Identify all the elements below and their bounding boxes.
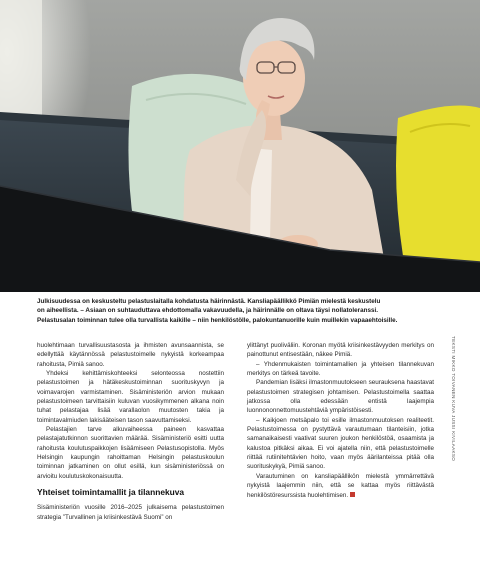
paragraph: huolehtimaan turvallisuustasosta ja ihmisten avunsaannista, se edellyttää käytännössä pelastustoimelle nykyistä korkeampaa rahoitusta, Pimiä sanoo. [37,342,224,368]
caption-line: Pelastusalan toiminnan tulee olla turvallista kaikille – niin henkilöstölle, palokuntanuorille kuin muillekin vapaaehtoisille. [37,316,398,324]
paragraph: Yhdeksi kehittämiskohteeksi selonteossa nostettiin pelastustoimen ja hätäkeskustoiminnan suorituskyvyn ja voimavarojen varmistaminen. Sisäministeriön arvion mukaan pelastustoimeen tarvittaisiin kuluvan vuosikymmenen alkana noin tuhat pelastajaa lisää varallaolon muutosten takia ja toimintavalmiuden lakisääteisen tason saavuttamiseksi. [37,370,224,424]
photo-caption [37,297,423,325]
paragraph: – Yhdenmukaisten toimintamallien ja yhteisen tilannekuvan merkitys on tärkeä tavoite. [247,360,434,378]
section-heading: Yhteiset toimintamallit ja tilannekuva [37,487,185,498]
body-column-right [247,341,434,500]
article-end-mark [350,492,355,497]
photo-credit [449,336,457,466]
paragraph: – Kaikjoen metsäpalo toi esille ilmastonmuutoksen realiteetit. Pelastustoimessa on pystyttävä varautumaan tilanteisiin, jotka samanaikaisesti vaativat suuren joukon henkilöstöä, osaamista ja kalustoa pitkäksi aikaa. Ei voi ajatella niin, että pelastustoimelle riittää rutiinitehtävien hoito, vaan myös äärilanteissa pitää olla suorituskykyä, Pimiä sanoo. [247,416,434,471]
paragraph: Pelastajien tarve alkuvaiheessa paineen kasvattaa pelastajatutkinnon suorittavien määrää. Sisäministeriö esitti uutta rahoitusta koulutuspaikkojen lisäämiseen Pelastusopistolla. Myös Helsingin kaupungin rahoittaman Helsingin pelastuskoulun toiminnan jatkaminen on ollut esillä, kun sisäministeriössä on arvioitu koulutuskokonaisuutta. [37,426,224,480]
paragraph: ylittänyt puoliväliin. Koronan myötä kriisinkestävyyden merkitys on painottunut entisestään, näkee Pimiä. [247,342,434,359]
credit-text: TEKSTI MIKKO TOIVANEN KUVA JUSSI KIVILAAKSO [451,336,456,462]
paragraph: Sisäministeriön vuosille 2016–2025 julkaisema pelastustoimen strategia ”Turvallinen ja kriisinkestävä Suomi” on [37,504,224,521]
paragraph: Pandemian lisäksi ilmastonmuutokseen seurauksena haastavat pelastustoimen strategisen johtamisen. Pelastustoimella saattaa jatkossa olla edessään entistä laajempia luonnononnettomuustehtäviä ympäristöisesti. [247,379,434,415]
caption-line: on aiheellista. – Asiaan on suhtauduttava ehdottomalla vakavuudella, ja häirinnälle on oltava täysi nollatoleranssi. [37,307,378,315]
paragraph-final [247,472,434,500]
paragraph-text: Varautuminen on kansliapäällikön mielestä ymmärrettävä nykyistä laajemmin niin, että se kattaa myös riittävästä henkilöstöresurssista huolehtimisen. [247,472,434,499]
body-column-left [37,341,224,522]
caption-line: Julkisuudessa on keskusteltu pelastuslaitalla kohdatusta häirinnästä. Kansliapäällikkö Pimiän mielestä keskustelu [37,298,381,305]
